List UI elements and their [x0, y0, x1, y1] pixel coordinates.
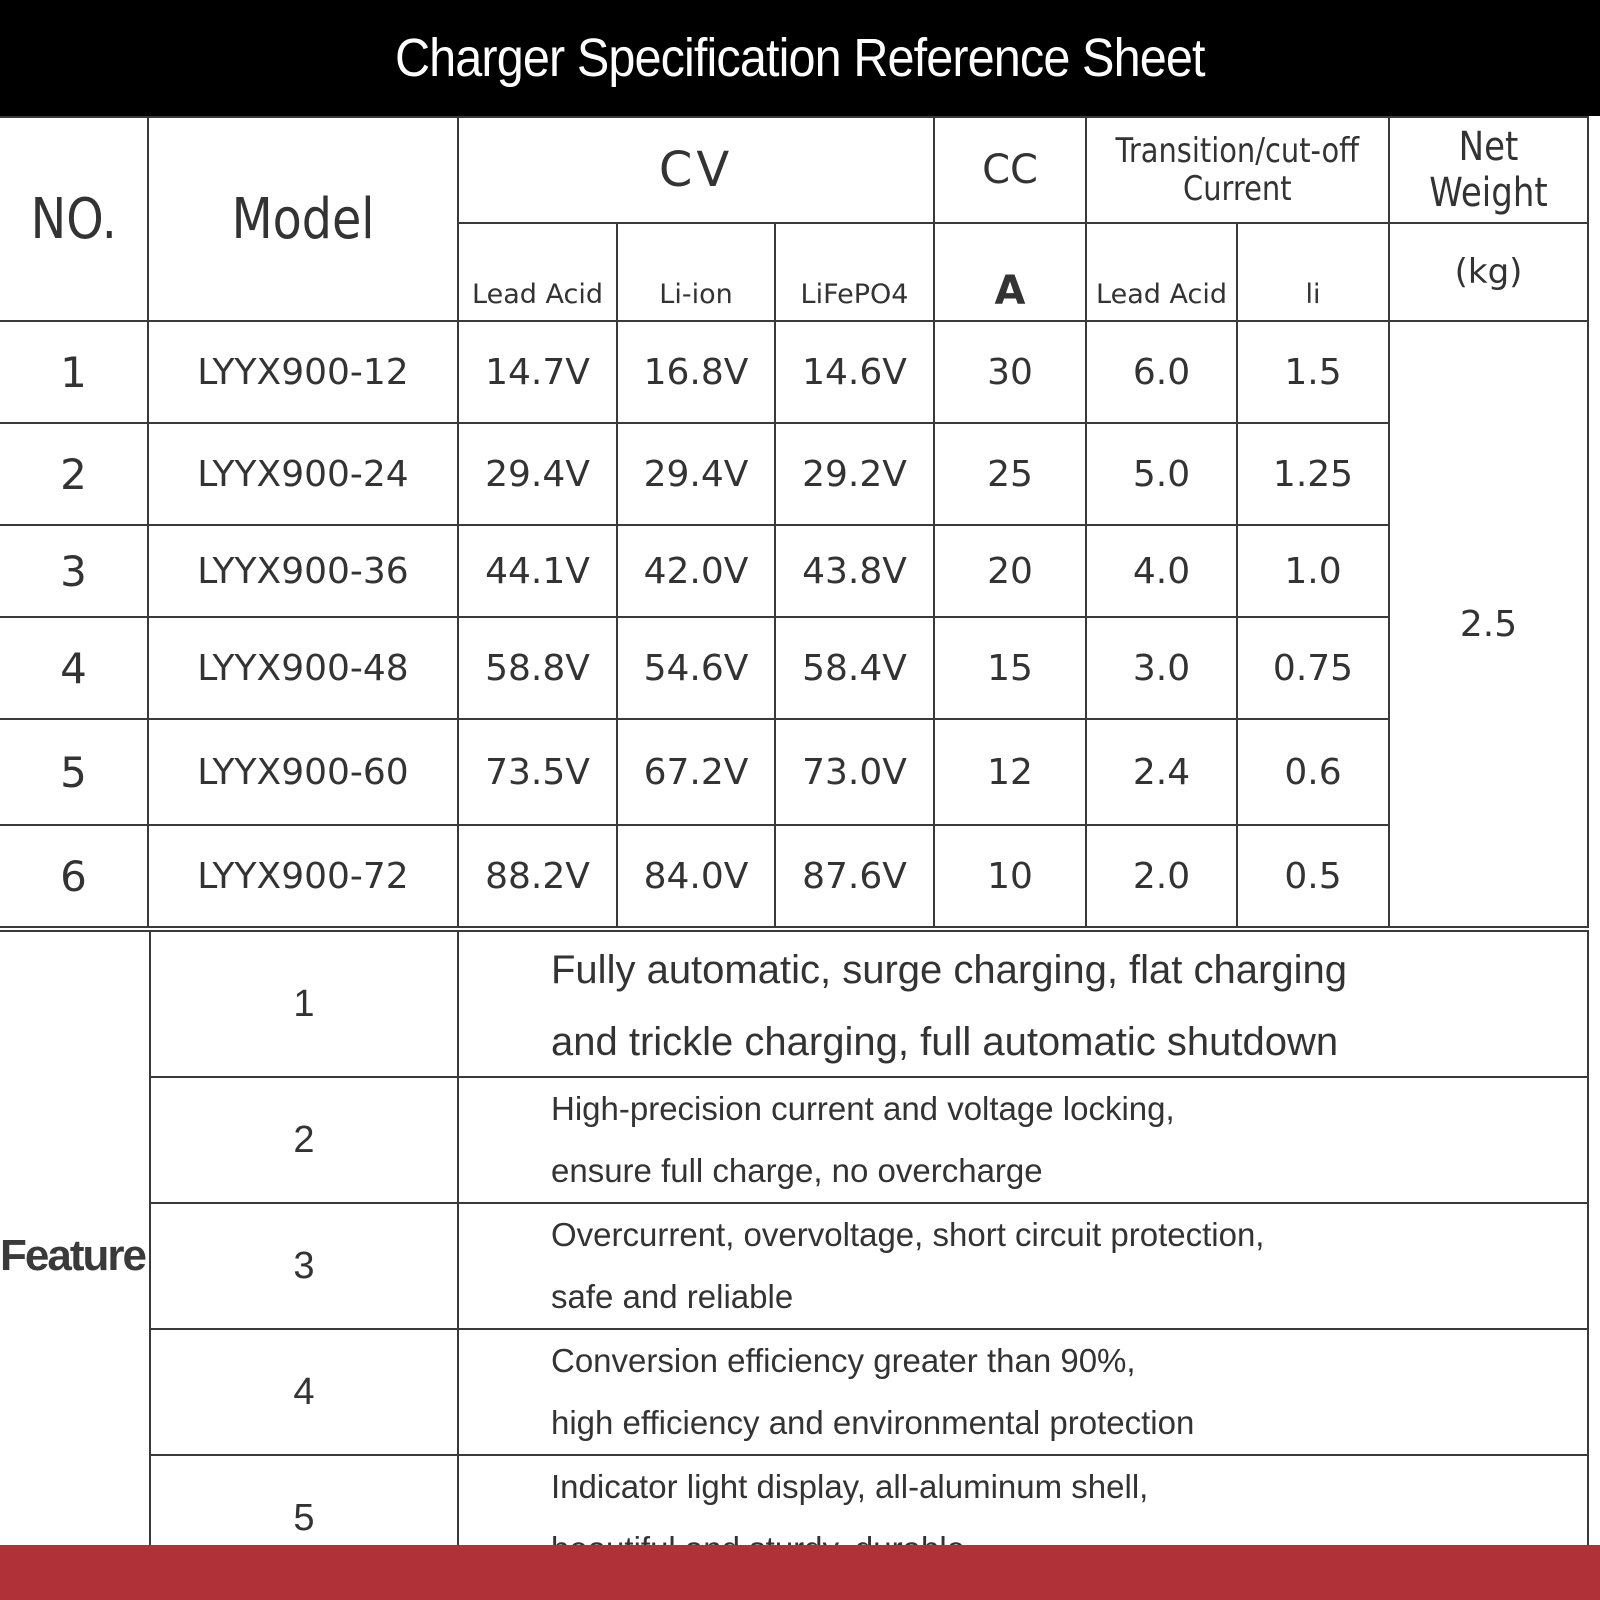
row-lifepo4: 58.4V	[775, 617, 934, 719]
row-tc-li: 1.25	[1237, 423, 1389, 525]
row-no: 1	[0, 321, 148, 423]
header-net-weight-cell	[1389, 117, 1588, 223]
feature-row	[0, 931, 1588, 1077]
row-tc-li: 0.6	[1237, 719, 1389, 825]
row-lead-acid: 14.7V	[458, 321, 617, 423]
row-tc-lead: 2.4	[1086, 719, 1237, 825]
header-net-weight: Net Weight	[1429, 124, 1548, 216]
row-lifepo4: 43.8V	[775, 525, 934, 617]
header-kg: (kg)	[1389, 223, 1588, 321]
feature-no: 5	[150, 1455, 458, 1580]
row-tc-lead: 6.0	[1086, 321, 1237, 423]
row-model: LYYX900-60	[148, 719, 458, 825]
row-tc-lead: 4.0	[1086, 525, 1237, 617]
row-li-ion: 42.0V	[617, 525, 775, 617]
header-transition: Transition/cut-off Current	[1115, 130, 1360, 209]
header-cv: CV	[458, 117, 934, 223]
feature-no: 1	[150, 931, 458, 1077]
row-tc-lead: 2.0	[1086, 825, 1237, 927]
row-no: 4	[0, 617, 148, 719]
row-li-ion: 29.4V	[617, 423, 775, 525]
header-amp: A	[934, 223, 1086, 321]
row-lead-acid: 73.5V	[458, 719, 617, 825]
row-model: LYYX900-36	[148, 525, 458, 617]
header-tc-lead-acid: Lead Acid	[1086, 223, 1237, 321]
table-row	[0, 719, 1588, 825]
row-tc-lead: 5.0	[1086, 423, 1237, 525]
table-row	[0, 423, 1588, 525]
row-model: LYYX900-72	[148, 825, 458, 927]
row-tc-li: 0.75	[1237, 617, 1389, 719]
feature-text: High-precision current and voltage locking, ensure full charge, no overcharge	[458, 1077, 1588, 1203]
feature-no: 2	[150, 1077, 458, 1203]
header-no: NO.	[30, 186, 117, 252]
feature-row	[0, 1329, 1588, 1455]
feature-no: 3	[150, 1203, 458, 1329]
row-lifepo4: 73.0V	[775, 719, 934, 825]
feature-text: Overcurrent, overvoltage, short circuit protection, safe and reliable	[458, 1203, 1588, 1329]
row-lead-acid: 88.2V	[458, 825, 617, 927]
row-tc-lead: 3.0	[1086, 617, 1237, 719]
feature-text: Fully automatic, surge charging, flat charging and trickle charging, full automatic shutdown	[458, 931, 1588, 1077]
row-li-ion: 16.8V	[617, 321, 775, 423]
header-row-1	[0, 117, 1588, 223]
row-lead-acid: 29.4V	[458, 423, 617, 525]
row-cc: 25	[934, 423, 1086, 525]
feature-label: Feature	[0, 931, 150, 1580]
feature-text: Indicator light display, all-aluminum shell,	[458, 1455, 1588, 1580]
page-title: Charger Specification Reference Sheet	[395, 28, 1205, 88]
net-weight-value: 2.5	[1389, 321, 1588, 927]
table-row	[0, 525, 1588, 617]
row-tc-li: 1.0	[1237, 525, 1389, 617]
row-cc: 15	[934, 617, 1086, 719]
row-cc: 10	[934, 825, 1086, 927]
header-model-cell	[148, 117, 458, 321]
header-model: Model	[231, 186, 375, 252]
row-lifepo4: 87.6V	[775, 825, 934, 927]
header-lead-acid: Lead Acid	[458, 223, 617, 321]
header-lifepo4: LiFePO4	[775, 223, 934, 321]
feature-row	[0, 1203, 1588, 1329]
row-tc-li: 1.5	[1237, 321, 1389, 423]
bottom-strip	[0, 1545, 1600, 1600]
header-tc-li: li	[1237, 223, 1389, 321]
title-bar	[0, 0, 1600, 116]
header-transition-cell	[1086, 117, 1389, 223]
table-row	[0, 825, 1588, 927]
header-cc: CC	[934, 117, 1086, 223]
row-no: 6	[0, 825, 148, 927]
row-model: LYYX900-48	[148, 617, 458, 719]
feature-no: 4	[150, 1329, 458, 1455]
row-tc-li: 0.5	[1237, 825, 1389, 927]
table-row	[0, 617, 1588, 719]
feature-table	[0, 930, 1589, 1580]
row-lifepo4: 14.6V	[775, 321, 934, 423]
feature-row	[0, 1077, 1588, 1203]
row-lifepo4: 29.2V	[775, 423, 934, 525]
row-cc: 12	[934, 719, 1086, 825]
feature-text: Conversion efficiency greater than 90%, high efficiency and environmental protection	[458, 1329, 1588, 1455]
row-li-ion: 67.2V	[617, 719, 775, 825]
row-lead-acid: 58.8V	[458, 617, 617, 719]
header-no-cell	[0, 117, 148, 321]
row-no: 3	[0, 525, 148, 617]
row-no: 5	[0, 719, 148, 825]
row-cc: 20	[934, 525, 1086, 617]
row-model: LYYX900-24	[148, 423, 458, 525]
row-no: 2	[0, 423, 148, 525]
row-model: LYYX900-12	[148, 321, 458, 423]
spec-table	[0, 116, 1589, 928]
row-cc: 30	[934, 321, 1086, 423]
row-lead-acid: 44.1V	[458, 525, 617, 617]
row-li-ion: 54.6V	[617, 617, 775, 719]
row-li-ion: 84.0V	[617, 825, 775, 927]
table-row	[0, 321, 1588, 423]
header-li-ion: Li-ion	[617, 223, 775, 321]
